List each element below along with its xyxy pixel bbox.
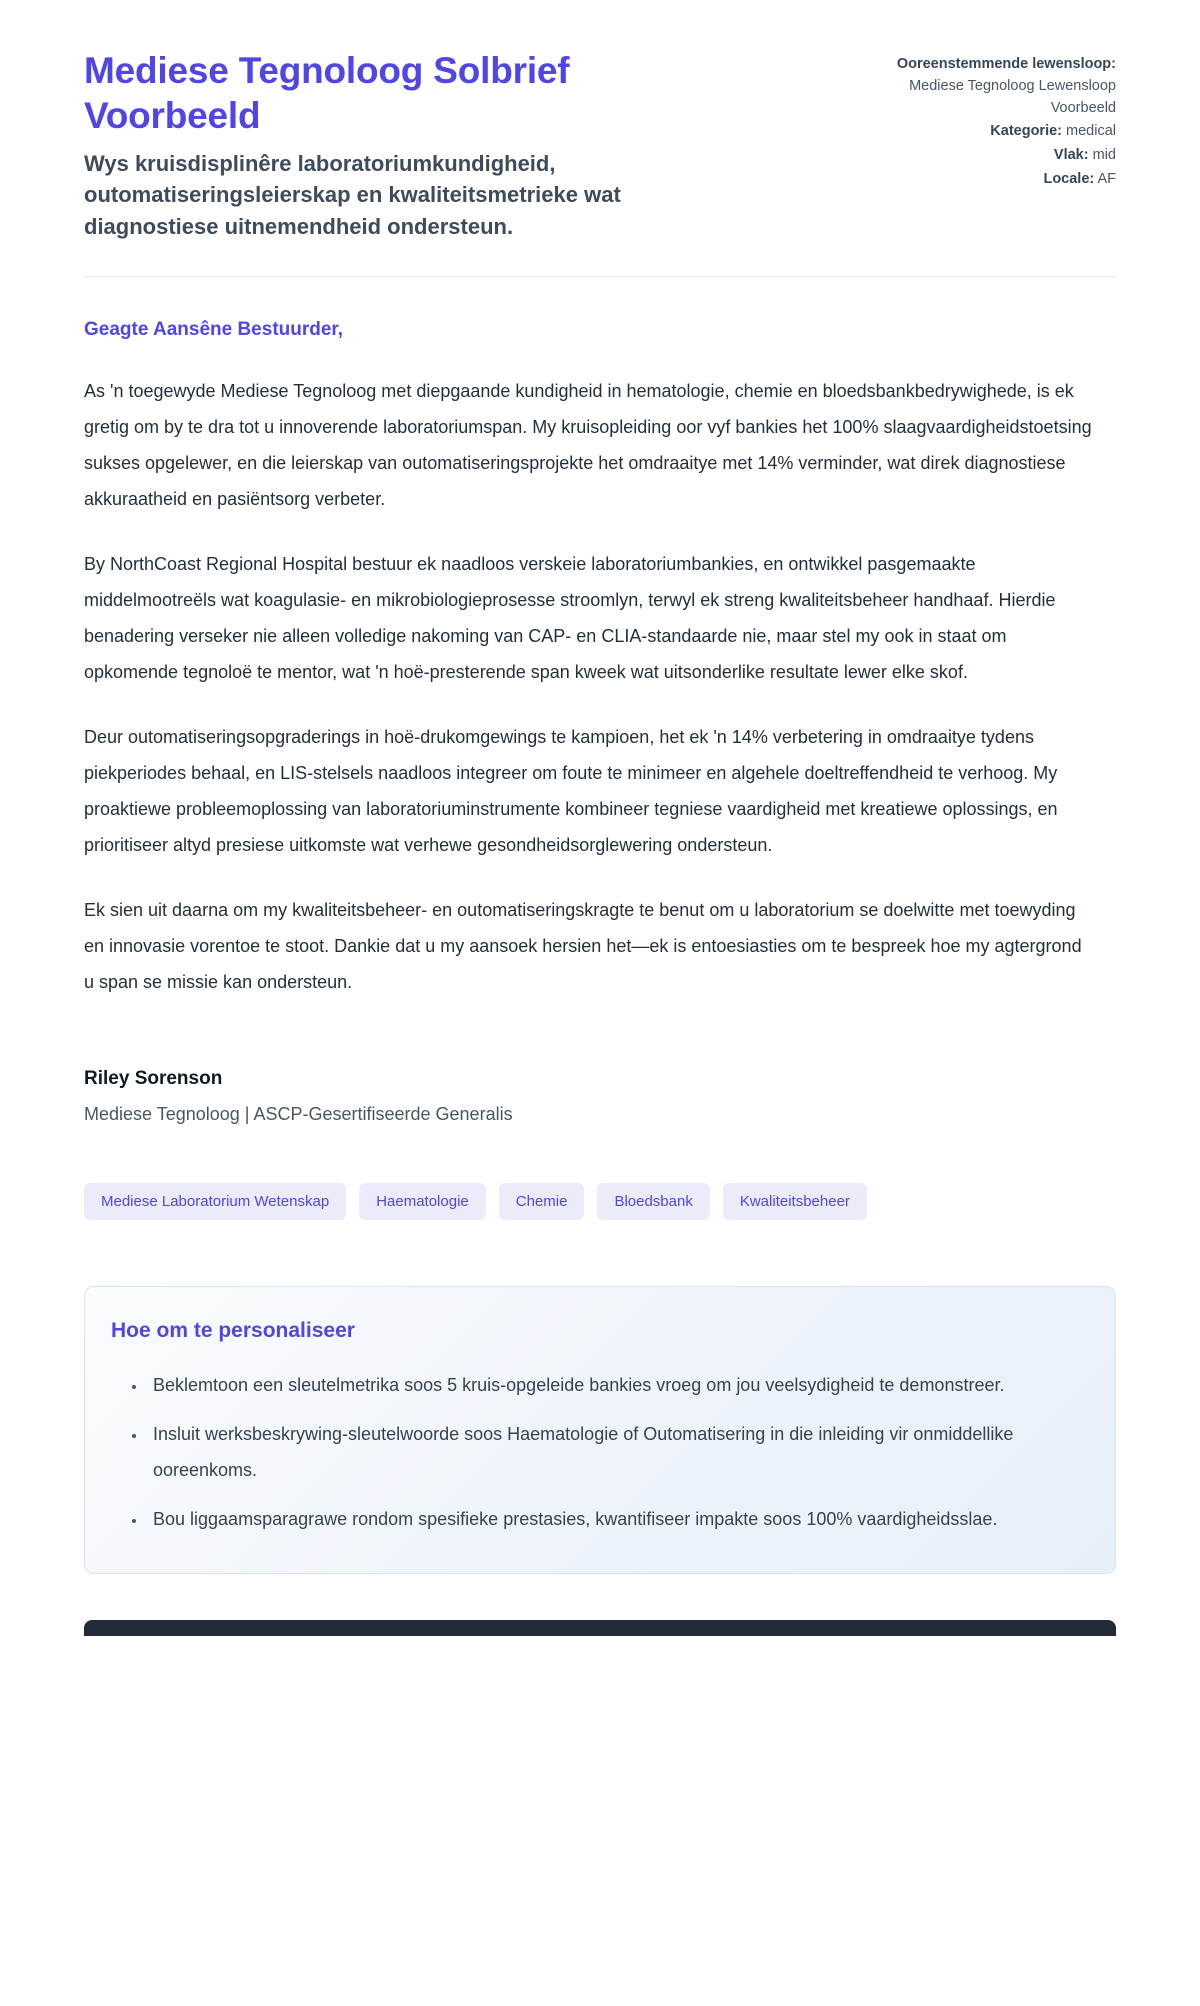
meta-row-category <box>864 121 1116 143</box>
page-subtitle: Wys kruisdisplinêre laboratoriumkundigheid, outomatiseringsleierskap en kwaliteitsmetrieke wat diagnostiese uitnemendheid ondersteun. <box>84 151 621 239</box>
page-header <box>84 48 1116 242</box>
letter-paragraph: By NorthCoast Regional Hospital bestuur ek naadloos verskeie laboratoriumbankies, en ontwikkel pasgemaakte middelmootreëls wat koagulasie- en mikrobiologieprosesse stroomlyn, terwyl ek streng kwaliteitsbeheer handhaaf. Hierdie benadering verseker nie alleen volledige nakoming van CAP- en CLIA-standaarde nie, maar stel my ook in staat om opkomende tegnoloë te mentor, wat 'n hoë-presterende span kweek wat uitsonderlike resultate lewer elke skof. <box>84 553 1056 682</box>
signature-block <box>84 1068 1116 1125</box>
letter-body <box>84 277 1116 1574</box>
letter-greeting: Geagte Aansêne Bestuurder, <box>84 318 344 340</box>
letter-paragraph: Deur outomatiseringsopgraderings in hoë-drukomgewings te kampioen, het ek 'n 14% verbetering in omdraaitye tydens piekperiodes behaal, en LIS-stelsels naadloos integreer om foute te minimeer en algehele doeltreffendheid te verhoog. My proaktiewe probleemoplossing van laboratoriuminstrumente kombineer tegniese vaardigheid met kreatiewe oplossings, en prioritiseer altyd presiese uitkomste wat verhewe gesondheidsorglewering ondersteun. <box>84 726 1058 855</box>
meta-label: Ooreenstemmende lewensloop: <box>896 56 1116 72</box>
tips-title: Hoe om te personaliseer <box>111 1318 355 1342</box>
personalization-tips-card <box>84 1286 1116 1574</box>
tag-list <box>84 1183 1116 1220</box>
meta-panel <box>864 48 1116 193</box>
tag-chemistry[interactable]: Chemie <box>499 1183 585 1220</box>
meta-value: medical <box>1066 123 1116 140</box>
tip-item: • Bou liggaamsparagrawe rondom spesifieke prestasies, kwantifiseer impakte soos 100% vaardigheidsslae. <box>147 1501 1089 1537</box>
page-title: Mediese Tegnoloog Solbrief Voorbeeld <box>84 50 570 137</box>
meta-label: Vlak: <box>1053 147 1089 163</box>
meta-value: AF <box>1097 170 1116 187</box>
meta-value: Mediese Tegnoloog Lewensloop Voorbeeld <box>909 77 1116 116</box>
header-title-block <box>84 48 724 242</box>
tip-item: • Beklemtoon een sleutelmetrika soos 5 kruis-opgeleide bankies vroeg om jou veelsydigheid te demonstreer. <box>147 1367 1089 1403</box>
meta-label: Locale: <box>1043 170 1095 187</box>
signature-name: Riley Sorenson <box>84 1067 223 1089</box>
footer-section-edge <box>84 1620 1116 1636</box>
signature-title: Mediese Tegnoloog | ASCP-Gesertifiseerde Generalis <box>84 1103 513 1124</box>
meta-row-matching-resume <box>864 54 1116 119</box>
tag-hematology[interactable]: Haematologie <box>359 1183 486 1220</box>
tip-item: • Insluit werksbeskrywing-sleutelwoorde soos Haematologie of Outomatisering in die inleiding vir onmiddellike ooreenkoms. <box>147 1416 1089 1488</box>
tips-list <box>125 1367 1089 1537</box>
meta-value: mid <box>1092 147 1116 163</box>
letter-paragraph: Ek sien uit daarna om my kwaliteitsbeheer- en outomatiseringskragte te benut om u laboratorium se doelwitte met toewyding en innovasie vorentoe te stoot. Dankie dat u my aansoek hersien het—ek is entoesiasties om te bespreek hoe my agtergrond u span se missie kan ondersteun. <box>84 899 1082 992</box>
meta-row-level <box>864 145 1116 167</box>
tag-quality-control[interactable]: Kwaliteitsbeheer <box>723 1183 867 1220</box>
letter-paragraph: As 'n toegewyde Mediese Tegnoloog met diepgaande kundigheid in hematologie, chemie en bloedsbankbedrywighede, is ek gretig om by te dra tot u innoverende laboratoriumspan. My kruisopleiding oor vyf bankies het 100% slaagvaardigheidstoetsing sukses opgelewer, en die leierskap van outomatiseringsprojekte het omdraaitye met 14% verminder, wat direk diagnostiese akkuraatheid en pasiëntsorg verbeter. <box>84 380 1092 509</box>
tag-blood-bank[interactable]: Bloedsbank <box>597 1183 709 1220</box>
tag-medical-laboratory-science[interactable]: Mediese Laboratorium Wetenskap <box>84 1183 346 1220</box>
meta-label: Kategorie: <box>990 123 1062 140</box>
meta-row-locale <box>864 169 1116 191</box>
cover-letter-page <box>84 0 1116 1636</box>
